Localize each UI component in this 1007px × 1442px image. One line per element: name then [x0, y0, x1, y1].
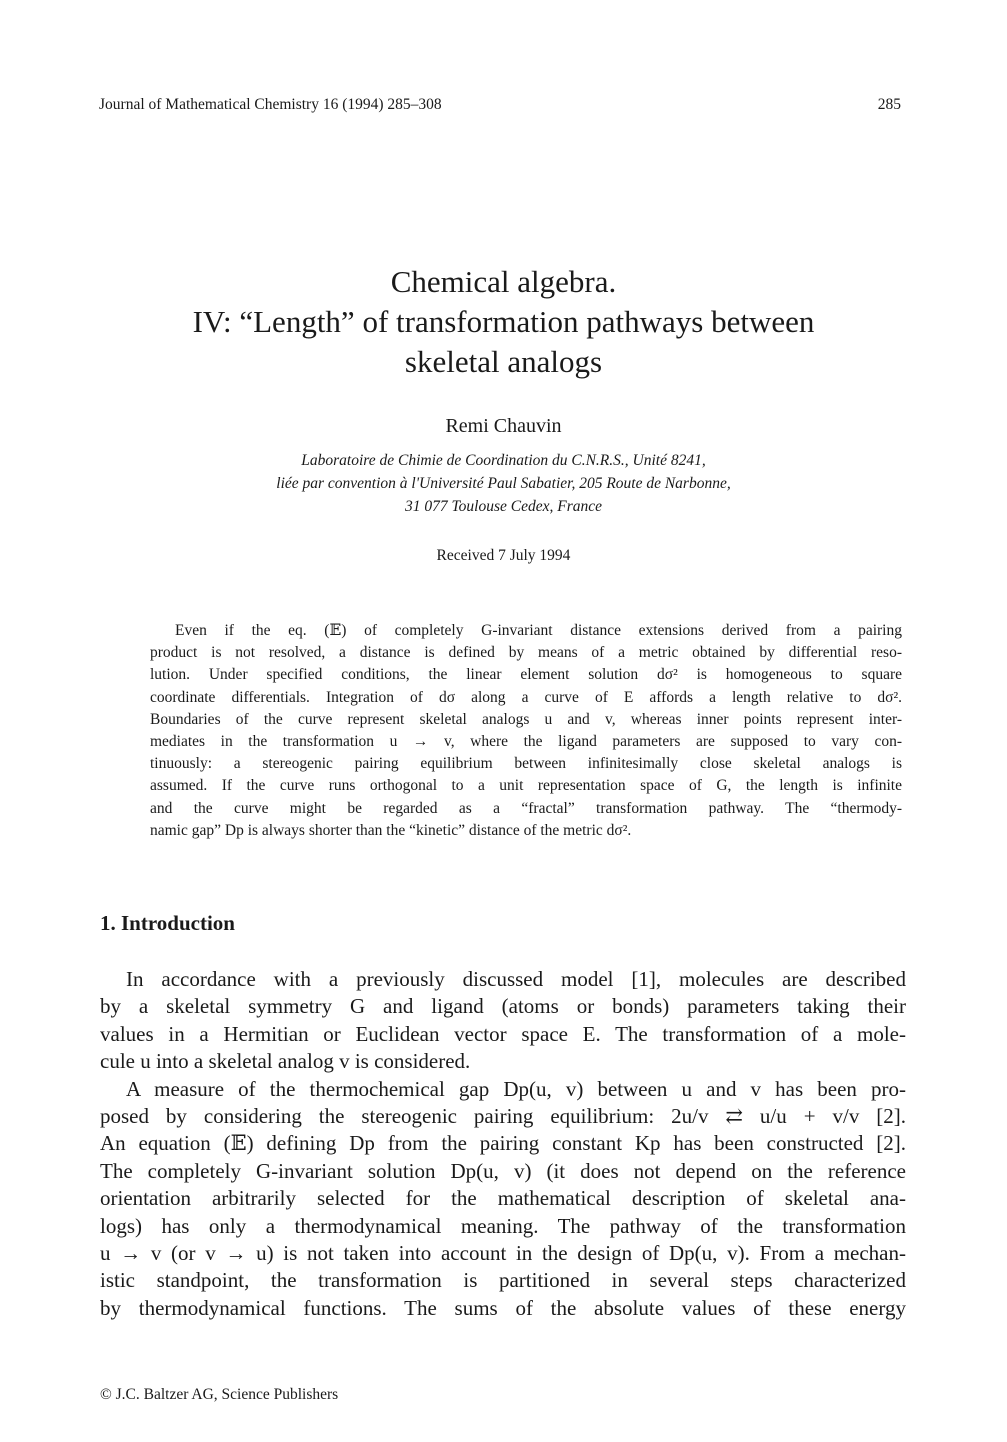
abstract-line: and the curve might be regarded as a “fractal” transformation pathway. The “thermody- [150, 799, 902, 817]
body-line: istic standpoint, the transformation is partitioned in several steps characterized [100, 1268, 906, 1293]
abstract-line: mediates in the transformation u → v, where the ligand parameters are supposed to vary con- [150, 733, 902, 751]
page-number: 285 [877, 96, 901, 113]
abstract-line: coordinate differentials. Integration of dσ along a curve of E affords a length relative to dσ². [150, 688, 902, 706]
abstract-line: assumed. If the curve runs orthogonal to a unit representation space of G, the length is infinite [150, 777, 902, 795]
body-line: cule u into a skeletal analog v is considered. [100, 1049, 471, 1074]
body-line: by a skeletal symmetry G and ligand (atoms or bonds) parameters taking their [100, 994, 906, 1019]
body-line: In accordance with a previously discussed model [1], molecules are described [126, 967, 906, 991]
author-affiliation [0, 449, 1007, 518]
title-line: skeletal analogs [404, 344, 603, 379]
body-line: orientation arbitrarily selected for the mathematical description of skeletal ana- [100, 1186, 906, 1211]
abstract-line: Even if the eq. (𝔼) of completely G-invariant distance extensions derived from a pairing [175, 622, 902, 639]
abstract-line: namic gap” Dp is always shorter than the “kinetic” distance of the metric dσ². [150, 821, 632, 839]
copyright-footer: © J.C. Baltzer AG, Science Publishers [100, 1386, 339, 1403]
body-line: A measure of the thermochemical gap Dp(u, v) between u and v has been pro- [126, 1076, 906, 1101]
affiliation-line: 31 077 Toulouse Cedex, France [404, 498, 603, 515]
received-date: Received 7 July 1994 [436, 547, 571, 564]
journal-header: Journal of Mathematical Chemistry 16 (1994) 285–308 [99, 96, 442, 113]
body-line: u → v (or v → u) is not taken into account in the design of Dp(u, v). From a mechan- [100, 1241, 906, 1266]
body-line: values in a Hermitian or Euclidean vector space E. The transformation of a mole- [100, 1021, 906, 1046]
affiliation-line: liée par convention à l'Université Paul Sabatier, 205 Route de Narbonne, [276, 475, 731, 492]
affiliation-line: Laboratoire de Chimie de Coordination du C.N.R.S., Unité 8241, [301, 452, 706, 469]
body-line: An equation (𝔼) defining Dp from the pairing constant Kp has been constructed [2]. [100, 1131, 906, 1156]
body-line: logs) has only a thermodynamical meaning. The pathway of the transformation [100, 1213, 906, 1238]
abstract-line: Boundaries of the curve represent skeletal analogs u and v, whereas inner points represent inter- [150, 710, 902, 728]
introduction-body [100, 966, 906, 1322]
body-line: by thermodynamical functions. The sums of the absolute values of these energy [100, 1295, 906, 1320]
paper-title [100, 262, 907, 382]
section-heading: 1. Introduction [100, 911, 235, 935]
author-name: Remi Chauvin [445, 415, 562, 437]
abstract-line: product is not resolved, a distance is defined by means of a metric obtained by differential reso- [150, 644, 902, 662]
title-line: IV: “Length” of transformation pathways between [192, 304, 815, 339]
abstract-line: lution. Under specified conditions, the linear element solution dσ² is homogeneous to square [150, 666, 902, 684]
abstract [150, 620, 902, 842]
title-line: Chemical algebra. [390, 264, 617, 299]
abstract-line: tinuously: a stereogenic pairing equilibrium between infinitesimally close skeletal analogs is [150, 755, 902, 773]
body-line: The completely G-invariant solution Dp(u, v) (it does not depend on the reference [100, 1158, 906, 1183]
body-line: posed by considering the stereogenic pairing equilibrium: 2u/v ⇄ u/u + v/v [2]. [100, 1104, 906, 1129]
